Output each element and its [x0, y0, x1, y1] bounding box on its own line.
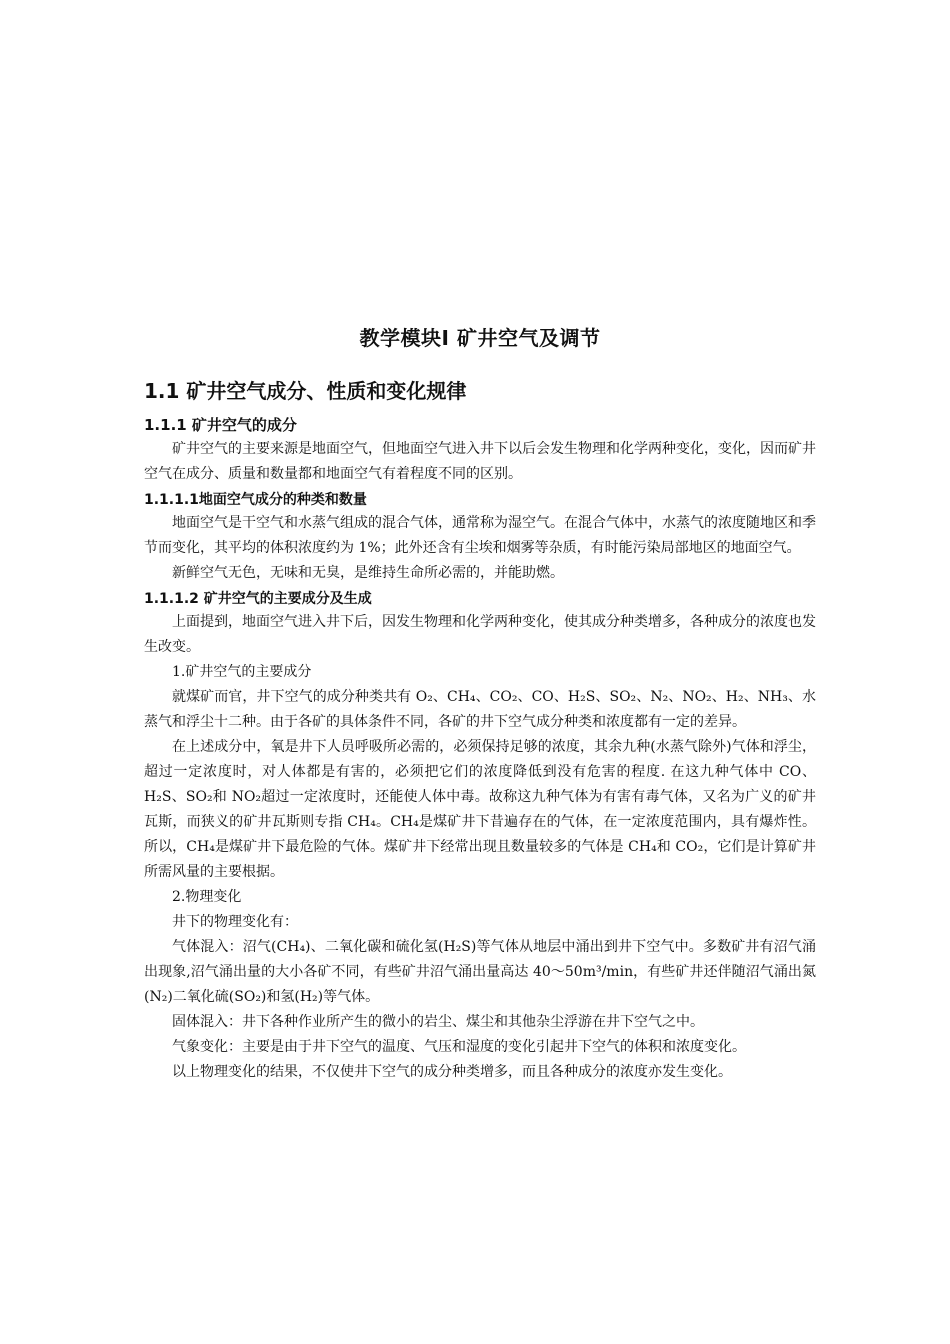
paragraph: 气体混入：沼气(CH₄)、二氧化碳和硫化氢(H₂S)等气体从地层中涌出到井下空气中。多数矿井有沼气涌出现象,沼气涌出量的大小各矿不同，有些矿井沼气涌出量高达 40～50m³/min，有些矿井还伴随沼气涌出氮(N₂)二氧化硫(SO₂)和氢(H₂)等气体。 [144, 939, 816, 1005]
paragraph: 上面提到，地面空气进入井下后，因发生物理和化学两种变化，使其成分种类增多，各种成分的浓度也发生改变。 [144, 614, 816, 655]
module-title: 教学模块Ⅰ 矿井空气及调节 [359, 326, 601, 350]
paragraph: 地面空气是干空气和水蒸气组成的混合气体，通常称为湿空气。在混合气体中，水蒸气的浓度随地区和季节而变化，其平均的体积浓度约为 1%；此外还含有尘埃和烟雾等杂质，有时能污染局部地区的地面空气。 [144, 515, 816, 556]
paragraph: 井下的物理变化有： [172, 914, 298, 930]
paragraph: 就煤矿而官，井下空气的成分种类共有 O₂、CH₄、CO₂、CO、H₂S、SO₂、N₂、NO₂、H₂、NH₃、水蒸气和浮尘十二种。由于各矿的具体条件不同，各矿的井下空气成分种类和浓度都有一定的差异。 [144, 689, 816, 730]
list-item-title: 1.矿井空气的主要成分 [172, 664, 312, 680]
paragraph: 固体混入：井下各种作业所产生的微小的岩尘、煤尘和其他杂尘浮游在井下空气之中。 [172, 1014, 704, 1030]
section-heading-1-1-1: 1.1.1 矿井空气的成分 [144, 416, 297, 434]
paragraph: 矿井空气的主要来源是地面空气，但地面空气进入井下以后会发生物理和化学两种变化，变化，因而矿井空气在成分、质量和数量都和地面空气有着程度不同的区别。 [144, 441, 816, 482]
paragraph: 气象变化：主要是由于井下空气的温度、气压和湿度的变化引起井下空气的体积和浓度变化。 [172, 1039, 746, 1055]
paragraph: 以上物理变化的结果，不仅使井下空气的成分种类增多，而且各种成分的浓度亦发生变化。 [172, 1064, 732, 1080]
paragraph: 在上述成分中，氧是井下人员呼吸所必需的，必须保持足够的浓度，其余九种(水蒸气除外)气体和浮尘，超过一定浓度时，对人体都是有害的，必须把它们的浓度降低到没有危害的程度. 在这九种气体中 CO、H₂S、SO₂和 NO₂超过一定浓度时，还能使人体中毒。故称这九种气体为有害有毒气体，又名为广义的矿井瓦斯，而狭义的矿井瓦斯则专指 CH₄。CH₄是煤矿井下昔遍存在的气体，在一定浓度范围内，具有爆炸性。所以，CH₄是煤矿井下最危险的气体。煤矿井下经常出现且数量较多的气体是 CH₄和 CO₂，它们是计算矿井所需风量的主要根据。 [144, 739, 816, 880]
document-page [144, 322, 816, 1085]
section-heading-1-1-1-1: 1.1.1.1地面空气成分的种类和数量 [144, 492, 367, 508]
section-heading-1-1-1-2: 1.1.1.2 矿井空气的主要成分及生成 [144, 591, 372, 607]
section-heading-1-1: 1.1 矿井空气成分、性质和变化规律 [144, 379, 467, 403]
paragraph: 新鲜空气无色，无味和无臭，是维持生命所必需的，并能助燃。 [172, 565, 564, 581]
list-item-title: 2.物理变化 [172, 889, 242, 905]
